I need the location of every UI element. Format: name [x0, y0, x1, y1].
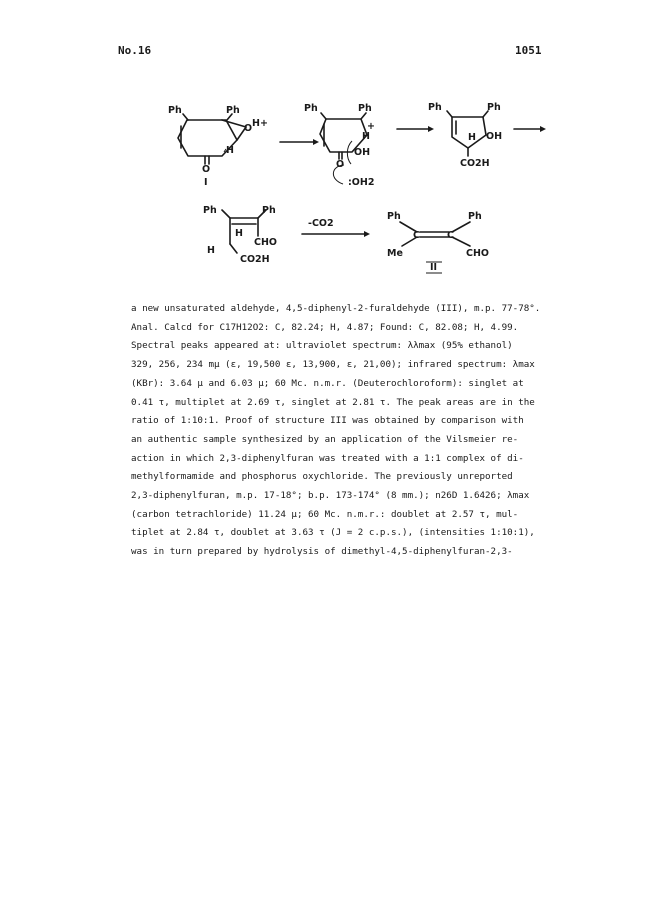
text-line: methylformamide and phosphorus oxychloride. The previously unreported: [131, 471, 513, 483]
oxygen-label: O: [336, 159, 345, 170]
text-line: 329, 256, 234 mμ (ε, 19,500 ε, 13,900, ε, 21,00); infrared spectrum: λmax: [131, 359, 535, 371]
structure-intermediate-1: [304, 103, 375, 188]
cho-label: CHO: [466, 248, 489, 259]
running-header-issue: No.16: [118, 44, 152, 57]
oxygen-label: O: [202, 164, 211, 175]
text-line: was in turn prepared by hydrolysis of dimethyl-4,5-diphenylfuran-2,3-: [131, 546, 513, 558]
ph-label: Ph: [468, 211, 482, 222]
text-line: Spectral peaks appeared at: ultraviolet spectrum: λλmax (95% ethanol): [131, 340, 513, 352]
compound-label-1: I: [204, 177, 208, 188]
structure-intermediate-2: [428, 102, 502, 169]
compound-label-2: II: [430, 262, 438, 273]
oh-label: OH: [486, 131, 503, 142]
h-label: H: [235, 228, 243, 239]
arrowhead: [364, 231, 370, 237]
co2h-label: CO2H: [460, 158, 490, 169]
ph-label: Ph: [226, 105, 240, 116]
text-line: an authentic sample synthesized by an application of the Vilsmeier re-: [131, 433, 519, 445]
water-label: :OH2: [348, 177, 375, 188]
oh-label: OH: [354, 147, 371, 158]
oxygen-label: O: [244, 123, 253, 134]
ph-label: Ph: [304, 103, 318, 114]
text-line: (KBr): 3.64 μ and 6.03 μ; 60 Mc. n.m.r. (Deuterochloroform): singlet at: [131, 377, 524, 389]
text-line: Anal. Calcd for C17H12O2: C, 82.24; H, 4.87; Found: C, 82.08; H, 4.99.: [131, 321, 519, 333]
structure-2: [387, 211, 489, 273]
ph-label: Ph: [262, 205, 276, 216]
h-label: H: [226, 145, 234, 156]
decarboxylation-label: -CO2: [308, 218, 334, 229]
carbon-label: C: [413, 230, 420, 241]
text-line: 0.41 τ, multiplet at 2.69 τ, singlet at 2.81 τ. The peak areas are in the: [131, 396, 535, 408]
h-label: H: [362, 131, 370, 142]
ph-label: Ph: [358, 103, 372, 114]
text-line: a new unsaturated aldehyde, 4,5-diphenyl-2-furaldehyde (III), m.p. 77-78°.: [131, 303, 541, 314]
ph-label: Ph: [203, 205, 217, 216]
text-line: ratio of 1:10:1. Proof of structure III was obtained by comparison with: [131, 415, 524, 427]
me-label: Me: [387, 248, 403, 259]
ph-label: Ph: [428, 102, 442, 113]
arrowhead: [428, 126, 434, 132]
carbon-label: C: [447, 230, 454, 241]
h-label: H: [207, 245, 215, 256]
arrowhead: [540, 126, 546, 132]
ph-label: Ph: [168, 105, 182, 116]
plus-sign: +: [367, 121, 375, 132]
arrowhead: [313, 139, 319, 145]
cho-label: CHO: [254, 237, 277, 248]
text-line: (carbon tetrachloride) 11.24 μ; 60 Mc. n.m.r.: doublet at 2.57 τ, mul-: [131, 508, 519, 520]
h-label: H: [468, 132, 476, 143]
text-line: tiplet at 2.84 τ, doublet at 3.63 τ (J = 2 c.p.s.), (intensities 1:10:1),: [131, 527, 535, 539]
ph-label: Ph: [487, 102, 501, 113]
structure-intermediate-3: [203, 205, 277, 265]
structure-1: [168, 105, 268, 188]
text-line: action in which 2,3-diphenylfuran was treated with a 1:1 complex of di-: [131, 452, 524, 464]
co2h-label: CO2H: [240, 254, 270, 265]
body-text: [131, 300, 551, 562]
ph-label: Ph: [387, 211, 401, 222]
text-line: 2,3-diphenylfuran, m.p. 17-18°; b.p. 173-174° (8 mm.); n26D 1.6426; λmax: [131, 490, 530, 502]
page-number: 1051: [515, 44, 542, 57]
proton-label: H+: [252, 118, 268, 129]
